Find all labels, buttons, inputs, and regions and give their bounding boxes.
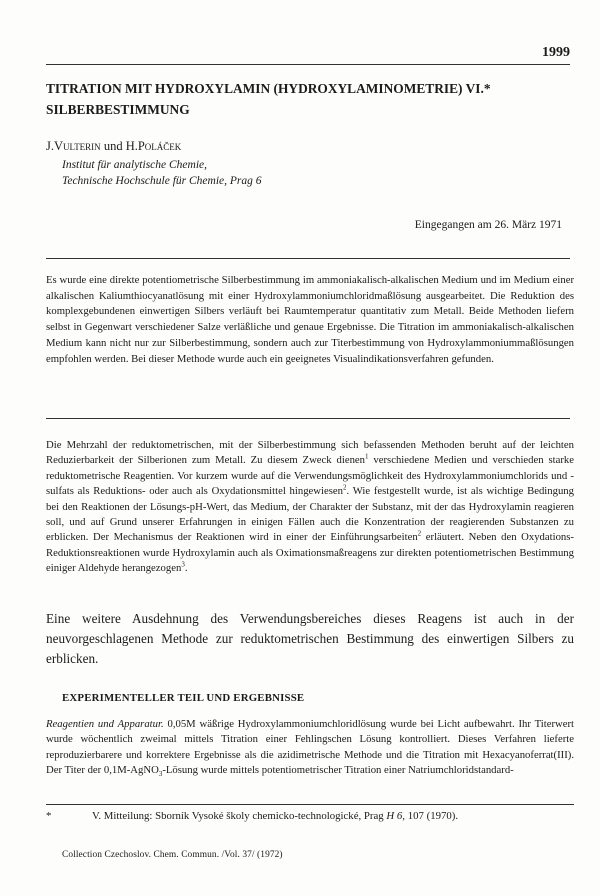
experimental-lead: Reagentien und Apparatur. [46, 718, 164, 730]
institution [62, 157, 262, 189]
footnote-ref-rest: 107 (1970). [405, 810, 459, 822]
intro-text-1: Die Mehrzahl der reduktometrischen, mit der Silberbestimmung sich befassenden Methoden beruht auf der leichten Reduzierbarkeit der Silberionen zum Metall. Zu diesem Zweck dienen [46, 439, 574, 467]
ref-1: 1 [365, 452, 369, 461]
author-conjunction: und [103, 139, 123, 153]
footnote-mark: * [46, 810, 52, 822]
abstract-bottom-rule [46, 418, 570, 419]
extension-paragraph: Eine weitere Ausdehnung des Verwendungsbereiches dieses Reagens ist auch in der neuvorgeschlagenen Methode zur reduktometrischen Bestimmung des einwertigen Silbers zu erblicken. [46, 611, 574, 666]
intro-text-5: . [184, 562, 188, 575]
footnote-text: V. Mitteilung: Sborník Vysoké školy chemicko-technologické, Prag [92, 810, 384, 822]
intro-text-4: erläutert. Neben den Oxydations-Reduktionsreaktionen wurde Hydroxylamin auch als Oximationsmaßreagens zur direkten potentiometrischen Bestimmung einiger Aldehyde herangezogen [46, 531, 574, 575]
abstract: Es wurde eine direkte potentiometrische Silberbestimmung im ammoniakalisch-alkalischen Medium und im Medium einer alkalischen Kaliumthiocyanatlösung mit einer Hydroxylammoniumchloridmaßlösung ausgearbeitet. Die Reduktion des komplexgebundenen einwertigen Silbers verläuft bei Raumtemperatur quantitativ zum Metall. Beide Methoden liefern selbst in Gegenwart verschiedener Salze verläßliche und genaue Ergebnisse. Die Titration im ammoniakalisch-alkalischen Medium kann nicht nur zur Silberbestimmung, sondern auch zur Titerbestimmung von Hydroxylammoniummaßlösungen empfohlen werden. Bei dieser Methode wurde auch ein geeignetes Visualindikationsverfahren gefunden. [46, 274, 574, 365]
institution-line-1: Institut für analytische Chemie, [62, 159, 208, 171]
intro-text-2: verschiedene Medien und verschieden starke reduktometrische Reagentien. Vor kurzem wurde auf die Verwendungsmöglichkeit des Hydroxylammoniumchlorids und -sulfats als Reduktions- oder auch als Oxydationsmittel hingewiesen [46, 454, 575, 498]
institution-line-2: Technische Hochschule für Chemie, Prag 6 [62, 175, 262, 187]
experimental-text-2: -Lösung wurde mittels potentiometrischer Titration einer Natriumchloridstandard- [162, 764, 514, 777]
article-title: TITRATION MIT HYDROXYLAMIN (HYDROXYLAMINOMETRIE) VI.* SILBERBESTIMMUNG [46, 81, 491, 117]
ref-3: 3 [181, 560, 185, 569]
formula-subscript: 3 [158, 770, 163, 779]
experimental-paragraph [46, 717, 574, 779]
header-rule [46, 64, 570, 65]
ref-2: 2 [342, 483, 347, 492]
footnote [46, 810, 574, 822]
authors [46, 139, 181, 154]
intro-text-3: . Wie festgestellt wurde, ist als wichtige Bedingung bei den Reaktionen der Lösungs-pH-Wert, das Medium, der Charakter der Substanz, mit der das Hydroxylamin reagieren soll, und auf Grund unserer Erfahrungen in einigen Fällen auch die Konzentration der reagierenden Substanzen zu erblicken. Der Mechanismus der Reaktionen wird in einer der Einführungsarbeiten [46, 485, 574, 544]
page-number: 1999 [542, 45, 570, 60]
abstract-top-rule [46, 258, 570, 259]
journal-footer: Collection Czechoslov. Chem. Commun. /Vol. 37/ (1972) [62, 850, 283, 860]
author-polacek: H.Poláček [125, 139, 182, 153]
footnote-ref-italic: H 6, [386, 810, 405, 822]
ref-2b: 2 [417, 529, 422, 538]
received-date: Eingegangen am 26. März 1971 [414, 219, 562, 231]
author-vulterin: J.Vulterin [46, 139, 101, 153]
section-heading: EXPERIMENTELLER TEIL UND ERGEBNISSE [62, 692, 305, 704]
footnote-rule [46, 804, 574, 805]
experimental-text-1: 0,05M wäßrige Hydroxylammoniumchloridlösung wurde bei Licht aufbewahrt. Ihr Titerwert wurde wöchentlich zweimal mittels Titration einer Fehlingschen Lösung kontrolliert. Dieses Verfahren lieferte reproduzierbarere und korrektere Ergebnisse als die azidimetrische Methode und die Titration mit Hexacyanoferrat(III). Der Titer der 0,1M-AgNO [46, 718, 574, 777]
intro-paragraph [46, 438, 574, 577]
